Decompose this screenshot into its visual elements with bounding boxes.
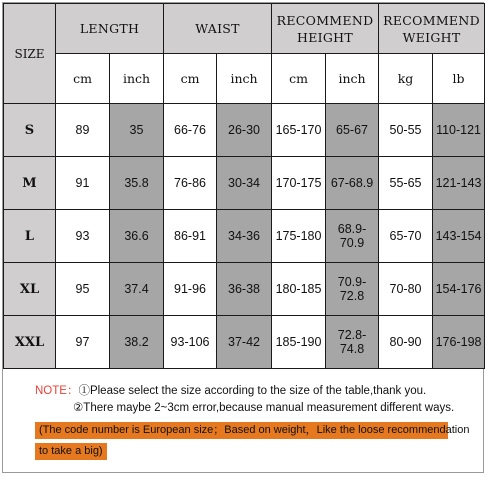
length-inch-cell: 35.8 — [110, 157, 164, 210]
length-cm-cell: 93 — [56, 210, 110, 263]
note-line-1 — [35, 382, 426, 398]
waist-inch-cell: 26-30 — [217, 104, 272, 157]
weight-lb-cell: 121-143 — [433, 157, 485, 210]
table-row — [4, 157, 485, 210]
unit-waist-inch: inch — [217, 54, 272, 104]
height-cm-cell: 165-170 — [272, 104, 326, 157]
recommend-height-line1: RECOMMEND — [276, 12, 374, 28]
note-text-1: ①Please select the size according to the size of the table,thank you. — [78, 385, 427, 397]
waist-header: WAIST — [164, 4, 272, 54]
recommend-height-header — [272, 4, 379, 54]
row-size-label: L — [4, 210, 56, 263]
weight-kg-cell: 55-65 — [379, 157, 433, 210]
weight-lb-cell: 110-121 — [433, 104, 485, 157]
table-row — [4, 104, 485, 157]
waist-inch-cell: 34-36 — [217, 210, 272, 263]
waist-cm-cell: 76-86 — [164, 157, 217, 210]
note-line-2: ②There maybe 2~3cm error,because manual measurement different ways. — [73, 402, 455, 414]
length-cm-cell: 89 — [56, 104, 110, 157]
height-inch-cell: 72.8-74.8 — [326, 316, 379, 369]
waist-cm-cell: 93-106 — [164, 316, 217, 369]
waist-inch-cell: 36-38 — [217, 263, 272, 316]
length-inch-cell: 36.6 — [110, 210, 164, 263]
unit-height-cm: cm — [272, 54, 326, 104]
unit-length-inch: inch — [110, 54, 164, 104]
unit-height-inch: inch — [326, 54, 379, 104]
unit-weight-kg: kg — [379, 54, 433, 104]
note-label: NOTE： — [35, 385, 79, 397]
highlight-note-2: to take a big) — [35, 443, 107, 460]
recommend-weight-line1: RECOMMEND — [383, 12, 480, 28]
weight-lb-cell: 143-154 — [433, 210, 485, 263]
table-row — [4, 316, 485, 369]
waist-cm-cell: 91-96 — [164, 263, 217, 316]
length-inch-cell: 37.4 — [110, 263, 164, 316]
waist-inch-cell: 37-42 — [217, 316, 272, 369]
recommend-height-line2: HEIGHT — [297, 29, 354, 45]
recommend-weight-line2: WEIGHT — [402, 29, 461, 45]
height-inch-cell: 65-67 — [326, 104, 379, 157]
weight-kg-cell: 50-55 — [379, 104, 433, 157]
height-inch-cell: 70.9-72.8 — [326, 263, 379, 316]
length-header: LENGTH — [56, 4, 164, 54]
height-cm-cell: 175-180 — [272, 210, 326, 263]
recommend-weight-header — [379, 4, 485, 54]
weight-kg-cell: 65-70 — [379, 210, 433, 263]
weight-lb-cell: 154-176 — [433, 263, 485, 316]
row-size-label: M — [4, 157, 56, 210]
height-inch-cell: 67-68.9 — [326, 157, 379, 210]
length-inch-cell: 35 — [110, 104, 164, 157]
row-size-label: S — [4, 104, 56, 157]
size-header-label: SIZE — [4, 4, 56, 104]
notes-section — [3, 368, 484, 472]
weight-lb-cell: 176-198 — [433, 316, 485, 369]
waist-cm-cell: 86-91 — [164, 210, 217, 263]
table-row — [4, 210, 485, 263]
unit-weight-lb: lb — [433, 54, 485, 104]
length-inch-cell: 38.2 — [110, 316, 164, 369]
weight-kg-cell: 80-90 — [379, 316, 433, 369]
size-chart-table — [3, 3, 485, 369]
length-cm-cell: 97 — [56, 316, 110, 369]
unit-waist-cm: cm — [164, 54, 217, 104]
height-cm-cell: 180-185 — [272, 263, 326, 316]
height-cm-cell: 185-190 — [272, 316, 326, 369]
waist-inch-cell: 30-34 — [217, 157, 272, 210]
highlight-note-1: (The code number is European size；Based on weight，Like the loose recommendation — [35, 422, 448, 439]
length-cm-cell: 95 — [56, 263, 110, 316]
length-cm-cell: 91 — [56, 157, 110, 210]
row-size-label: XXL — [4, 316, 56, 369]
unit-length-cm: cm — [56, 54, 110, 104]
waist-cm-cell: 66-76 — [164, 104, 217, 157]
row-size-label: XL — [4, 263, 56, 316]
height-inch-cell: 68.9-70.9 — [326, 210, 379, 263]
height-cm-cell: 170-175 — [272, 157, 326, 210]
weight-kg-cell: 70-80 — [379, 263, 433, 316]
table-row — [4, 263, 485, 316]
